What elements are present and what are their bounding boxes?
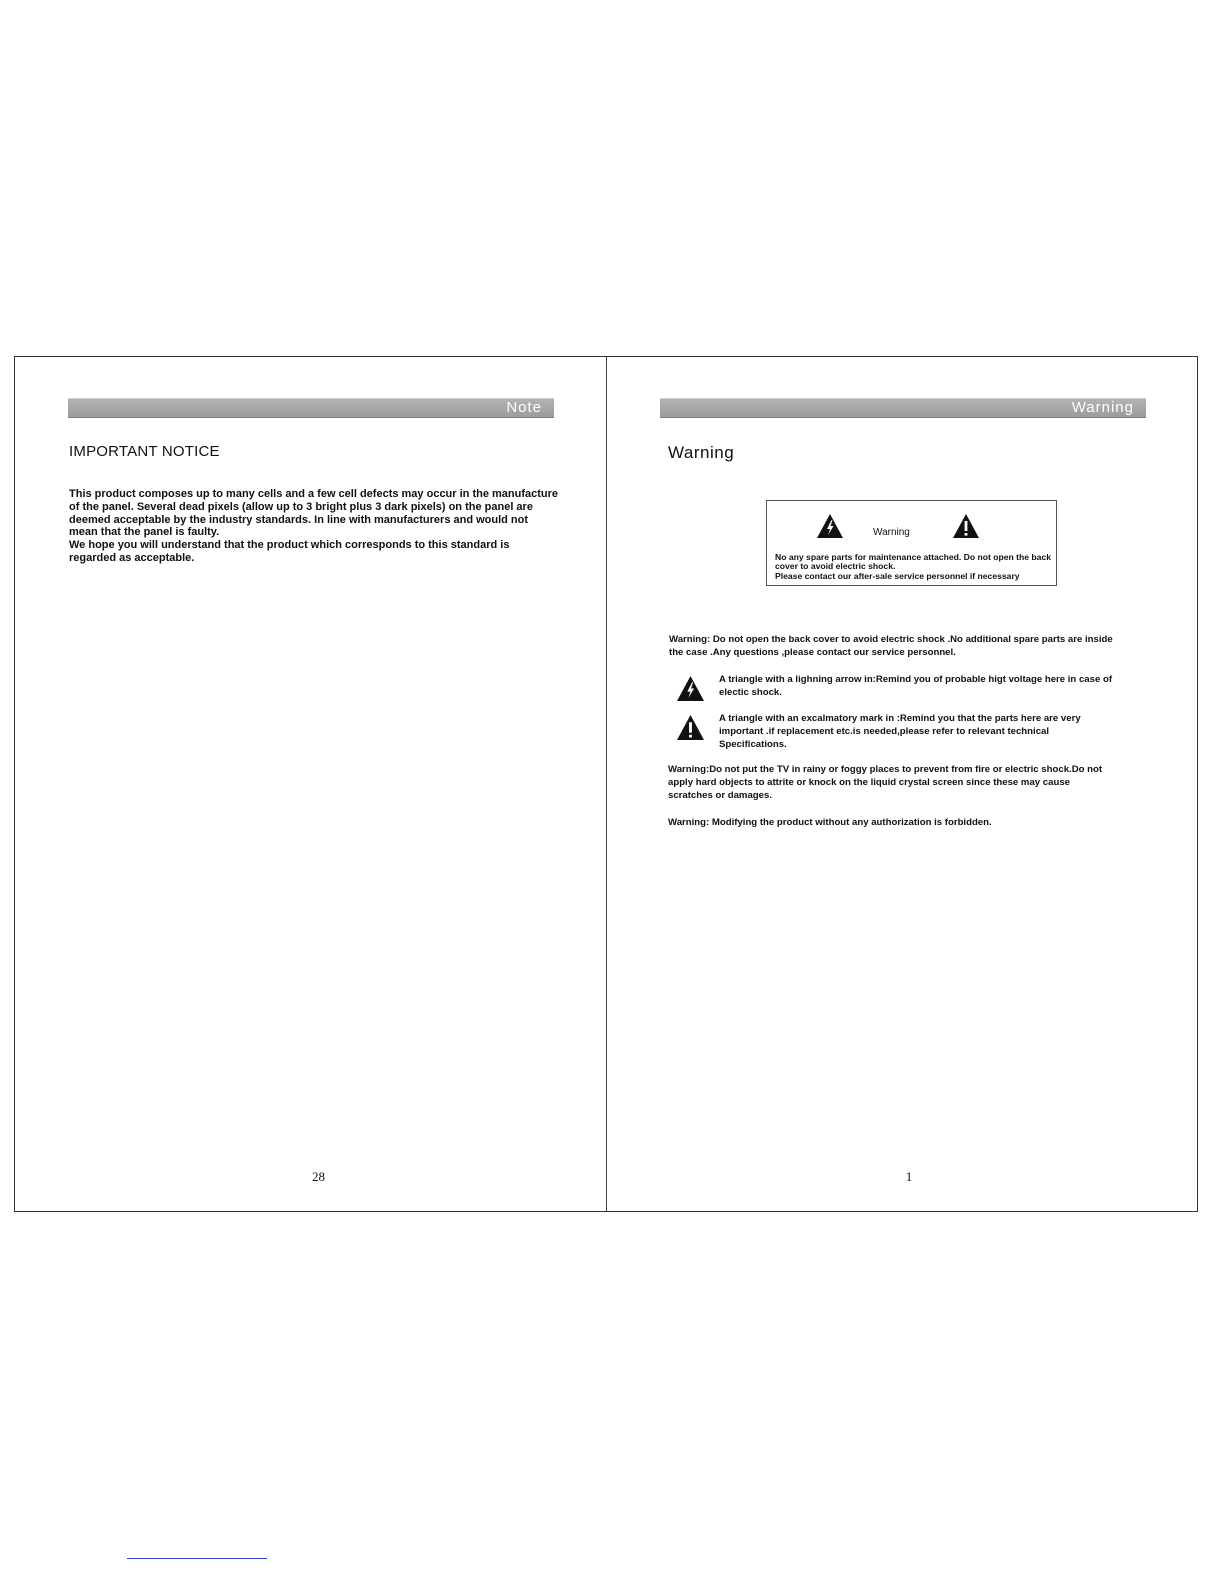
page-number: 1 — [905, 1169, 913, 1184]
label-box-text: No any spare parts for maintenance attached. Do not open the back cover to avoid electric shock. Please contact our after-sale service personnel if necessary — [775, 552, 1052, 581]
label-box-title: Warning — [873, 527, 910, 538]
left-page — [15, 357, 606, 1211]
exclamation-triangle-icon — [677, 715, 704, 740]
exclamation-triangle-icon — [953, 514, 979, 538]
page-number: 28 — [312, 1169, 325, 1184]
manual-spread — [14, 356, 1198, 1212]
warning-label-box — [766, 500, 1057, 586]
exclamation-symbol-text: A triangle with an excalmatory mark in :Remind you that the parts here are very important .if replacement etc.is needed,please refer to relevant technical Specifications. — [719, 713, 1081, 751]
warning-paragraph-back-cover: Warning: Do not open the back cover to avoid electric shock .No additional spare parts are inside the case .Any questions ,please contact our service personnel. — [669, 634, 1113, 659]
note-header-bar: Note — [68, 398, 554, 418]
warning-paragraph-rainy: Warning:Do not put the TV in rainy or foggy places to prevent from fire or electric shock.Do not apply hard objects to attrite or knock on the liquid crystal screen since these may cause scratches or damages. — [668, 764, 1103, 802]
lightning-symbol-text: A triangle with a lighning arrow in:Remind you of probable higt voltage here in case of electic shock. — [719, 674, 1113, 699]
important-notice-title: IMPORTANT NOTICE — [69, 443, 220, 460]
warning-paragraph-modifying: Warning: Modifying the product without any authorization is forbidden. — [668, 817, 992, 828]
notice-body: This product composes up to many cells and a few cell defects may occur in the manufacture of the panel. Several dead pixels (allow up to 3 bright plus 3 dark pixels) on the panel are deemed acceptable by the industry standards. In line with manufacturers and would not mean that the panel is faulty. We hope you will understand that the product which corresponds to this standard is regarded as acceptable. — [69, 488, 559, 564]
bottom-underline-mark — [127, 1558, 267, 1559]
right-page — [607, 357, 1197, 1211]
warning-title: Warning — [668, 443, 735, 462]
warning-header-bar: Warning — [660, 398, 1146, 418]
lightning-triangle-icon — [817, 514, 843, 538]
lightning-triangle-icon — [677, 676, 704, 701]
